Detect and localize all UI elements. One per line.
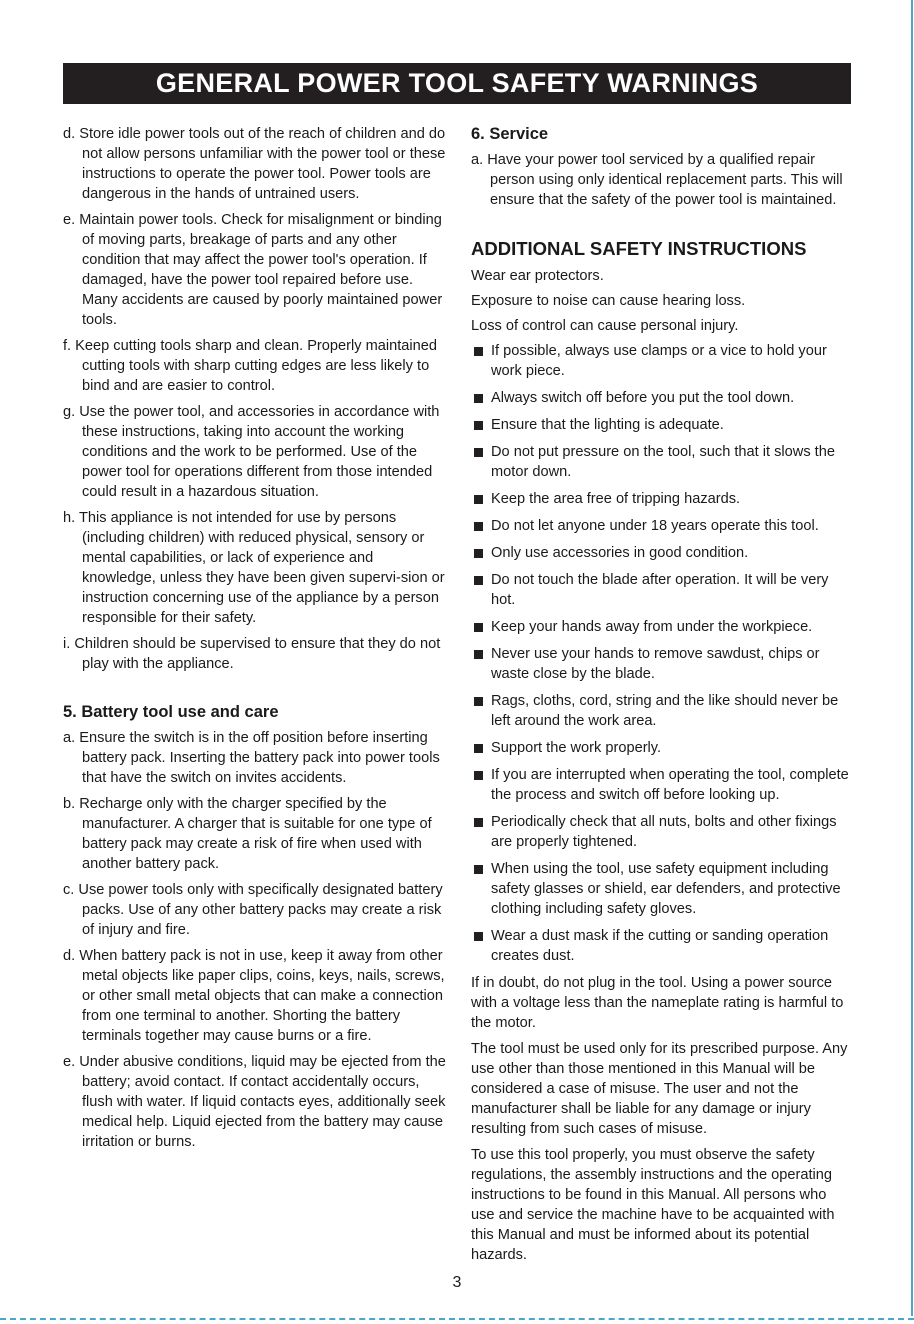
bullet-item [471,341,853,381]
battery-item-d: d. When battery pack is not in use, keep it away from other metal objects like paper clips, coins, keys, nails, screws, or other small metal objects that can make a connection from one terminal to another. Shorting the battery terminals together may cause burns or a fire. [63,948,445,1044]
bullet-item [471,644,853,684]
section-title-service: 6. Service [471,125,549,143]
square-bullet-icon [474,421,483,430]
page-bottom-rule [0,1318,914,1320]
bullet-text: Wear a dust mask if the cutting or sanding operation creates dust. [491,928,829,964]
section-title-battery: 5. Battery tool use and care [63,703,279,721]
bullet-item [471,516,853,536]
service-item-a: a. Have your power tool serviced by a qualified repair person using only identical replacement parts. This will ensure that the safety of the power tool is maintained. [471,152,843,208]
square-bullet-icon [474,650,483,659]
bullet-item [471,926,853,966]
closing-paragraph: To use this tool properly, you must observe the safety regulations, the assembly instructions and the operating instructions to be found in this Manual. All persons who use and service the machine have to be acquainted with this Manual and must be informed about its potential hazards. [471,1147,835,1263]
bullet-item [471,859,853,919]
square-bullet-icon [474,771,483,780]
bullet-text: Do not touch the blade after operation. It will be very hot. [491,572,829,608]
bullet-text: When using the tool, use safety equipment including safety glasses or shield, ear defenders, and protective clothing including safety gloves. [491,861,841,917]
warning-item-f: f. Keep cutting tools sharp and clean. Properly maintained cutting tools with sharp cutting edges are less likely to bind and are easier to control. [63,338,437,394]
warning-item-g: g. Use the power tool, and accessories in accordance with these instructions, taking into account the working conditions and the work to be performed. Use of the power tool for operations different from those intended could result in a hazardous situation. [63,404,440,500]
square-bullet-icon [474,549,483,558]
warning-item-h: h. This appliance is not intended for use by persons (including children) with reduced physical, sensory or mental capabilities, or lack of experience and knowledge, unless they have been given supervi-sion or instruction concerning use of the appliance by a person responsible for their safety. [63,510,445,626]
bullet-item [471,691,853,731]
square-bullet-icon [474,818,483,827]
bullet-item [471,442,853,482]
bullet-item [471,543,853,563]
warning-item-i: i. Children should be supervised to ensure that they do not play with the appliance. [63,636,441,672]
bullet-item [471,765,853,805]
bullet-item [471,489,853,509]
bullet-text: Do not let anyone under 18 years operate this tool. [491,518,819,534]
bullet-text: Rags, cloths, cord, string and the like should never be left around the work area. [491,693,839,729]
right-column [471,124,853,1271]
safety-bullet-list [471,341,853,966]
square-bullet-icon [474,495,483,504]
bullet-item [471,570,853,610]
bullet-text: Support the work properly. [491,740,662,756]
bullet-item [471,388,853,408]
battery-item-a: a. Ensure the switch is in the off position before inserting battery pack. Inserting the battery pack into power tools that have the switch on invites accidents. [63,730,440,786]
bullet-text: Do not put pressure on the tool, such that it slows the motor down. [491,444,835,480]
bullet-item [471,415,853,435]
bullet-text: If possible, always use clamps or a vice to hold your work piece. [491,343,827,379]
battery-item-b: b. Recharge only with the charger specified by the manufacturer. A charger that is suitable for one type of battery pack may create a risk of fire when used with another battery pack. [63,796,432,872]
closing-paragraph: The tool must be used only for its prescribed purpose. Any use other than those mentioned in this Manual will be considered a case of misuse. The user and not the manufacturer shall be liable for any damage or injury resulting from such cases of misuse. [471,1041,848,1137]
bullet-text: Periodically check that all nuts, bolts and other fixings are properly tightened. [491,814,837,850]
left-column [63,124,448,1158]
bullet-text: Always switch off before you put the tool down. [491,390,795,406]
square-bullet-icon [474,347,483,356]
bullet-item [471,812,853,852]
page-title-banner: GENERAL POWER TOOL SAFETY WARNINGS [63,63,851,104]
square-bullet-icon [474,623,483,632]
square-bullet-icon [474,394,483,403]
page-number: 3 [452,1274,462,1291]
warning-item-d: d. Store idle power tools out of the reach of children and do not allow persons unfamiliar with the power tool or these instructions to operate the power tool. Power tools are dangerous in the hands of untrained users. [63,126,446,202]
square-bullet-icon [474,522,483,531]
closing-paragraph: If in doubt, do not plug in the tool. Using a power source with a voltage less than the nameplate rating is harmful to the motor. [471,975,844,1031]
intro-line: Exposure to noise can cause hearing loss. [471,293,746,309]
bullet-text: Keep your hands away from under the workpiece. [491,619,813,635]
square-bullet-icon [474,697,483,706]
intro-line: Wear ear protectors. [471,268,604,284]
warning-item-e: e. Maintain power tools. Check for misalignment or binding of moving parts, breakage of parts and any other condition that may affect the power tool's operation. If damaged, have the power tool repaired before use. Many accidents are caused by poorly maintained power tools. [63,212,443,328]
square-bullet-icon [474,744,483,753]
battery-item-c: c. Use power tools only with specifically designated battery packs. Use of any other battery packs may create a risk of injury and fire. [63,882,443,938]
square-bullet-icon [474,576,483,585]
battery-item-e: e. Under abusive conditions, liquid may be ejected from the battery; avoid contact. If contact accidentally occurs, flush with water. If liquid contacts eyes, additionally seek medical help. Liquid ejected from the battery may cause irritation or burns. [63,1054,446,1150]
square-bullet-icon [474,448,483,457]
square-bullet-icon [474,932,483,941]
bullet-text: Never use your hands to remove sawdust, chips or waste close by the blade. [491,646,820,682]
bullet-text: Only use accessories in good condition. [491,545,749,561]
section-spacer [63,680,448,702]
section-spacer [471,216,853,238]
bullet-text: Keep the area free of tripping hazards. [491,491,741,507]
bullet-item [471,738,853,758]
bullet-item [471,617,853,637]
square-bullet-icon [474,865,483,874]
intro-line: Loss of control can cause personal injury. [471,318,739,334]
bullet-text: Ensure that the lighting is adequate. [491,417,724,433]
section-title-additional: ADDITIONAL SAFETY INSTRUCTIONS [471,238,807,259]
bullet-text: If you are interrupted when operating the tool, complete the process and switch off before looking up. [491,767,849,803]
